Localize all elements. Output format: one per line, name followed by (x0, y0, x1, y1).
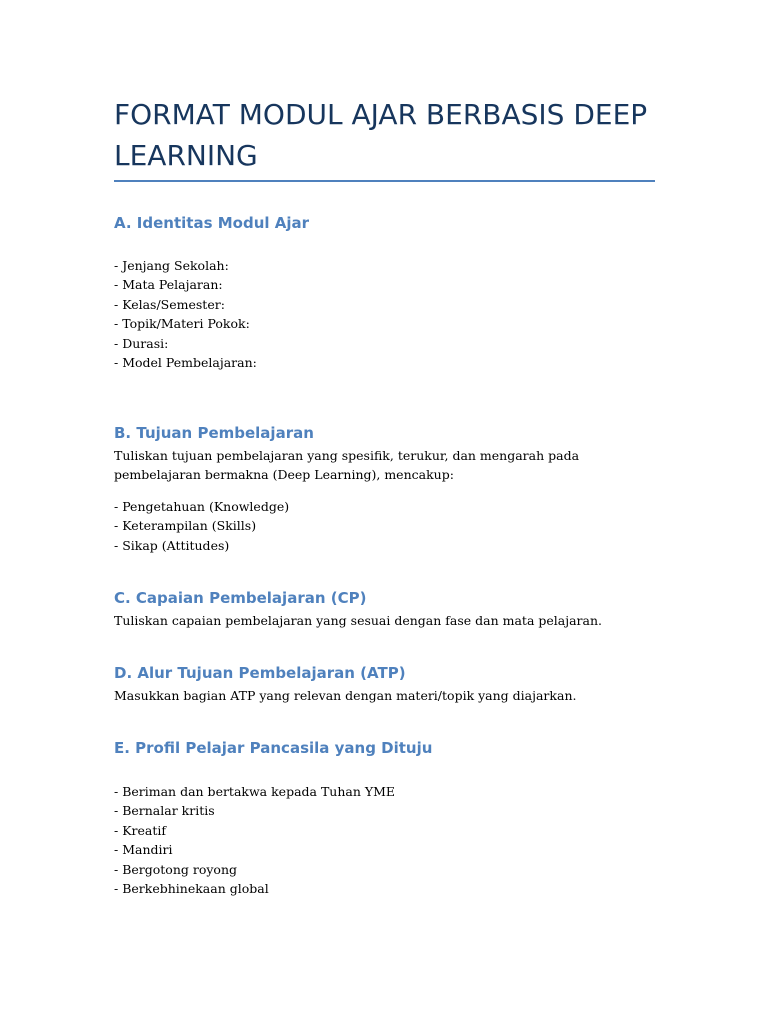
section-c-text: Tuliskan capaian pembelajaran yang sesuai dengan fase dan mata pelajaran. (114, 613, 603, 628)
section-c-heading: C. Capaian Pembelajaran (CP) (114, 589, 367, 607)
section-e-item: - Bergotong royong (114, 861, 237, 877)
section-a-list (114, 256, 257, 372)
section-e-item: - Beriman dan bertakwa kepada Tuhan YME (114, 784, 396, 799)
section-b-heading: B. Tujuan Pembelajaran (114, 424, 314, 442)
section-e-list (114, 782, 395, 898)
section-e-item: - Mandiri (114, 842, 173, 858)
section-e-item: - Bernalar kritis (114, 803, 215, 819)
section-e-heading: E. Profil Pelajar Pancasila yang Dituju (114, 739, 433, 757)
section-a-heading: A. Identitas Modul Ajar (114, 214, 310, 232)
section-b-item: - Pengetahuan (Knowledge) (114, 499, 290, 514)
section-a-item: - Durasi: (114, 335, 169, 351)
section-b-item: - Keterampilan (Skills) (114, 518, 257, 534)
section-a-item: - Jenjang Sekolah: (114, 258, 229, 273)
section-b-item: - Sikap (Attitudes) (114, 537, 230, 553)
section-d-heading: D. Alur Tujuan Pembelajaran (ATP) (114, 664, 406, 682)
section-a-item: - Topik/Materi Pokok: (114, 316, 250, 332)
section-a-item: - Model Pembelajaran: (114, 355, 257, 371)
section-e-item: - Kreatif (114, 822, 167, 838)
section-e-item: - Berkebhinekaan global (114, 881, 269, 897)
section-b-list (114, 497, 289, 555)
document-title: FORMAT MODUL AJAR BERBASIS DEEP LEARNING (114, 98, 648, 172)
section-b-intro: Tuliskan tujuan pembelajaran yang spesifik, terukur, dan mengarah pada pembelajaran bermakna (Deep Learning), mencakup: (114, 448, 580, 483)
section-a-item: - Kelas/Semester: (114, 296, 225, 312)
title-underline (114, 180, 655, 182)
section-a-item: - Mata Pelajaran: (114, 277, 223, 293)
section-d-text: Masukkan bagian ATP yang relevan dengan materi/topik yang diajarkan. (114, 688, 577, 703)
